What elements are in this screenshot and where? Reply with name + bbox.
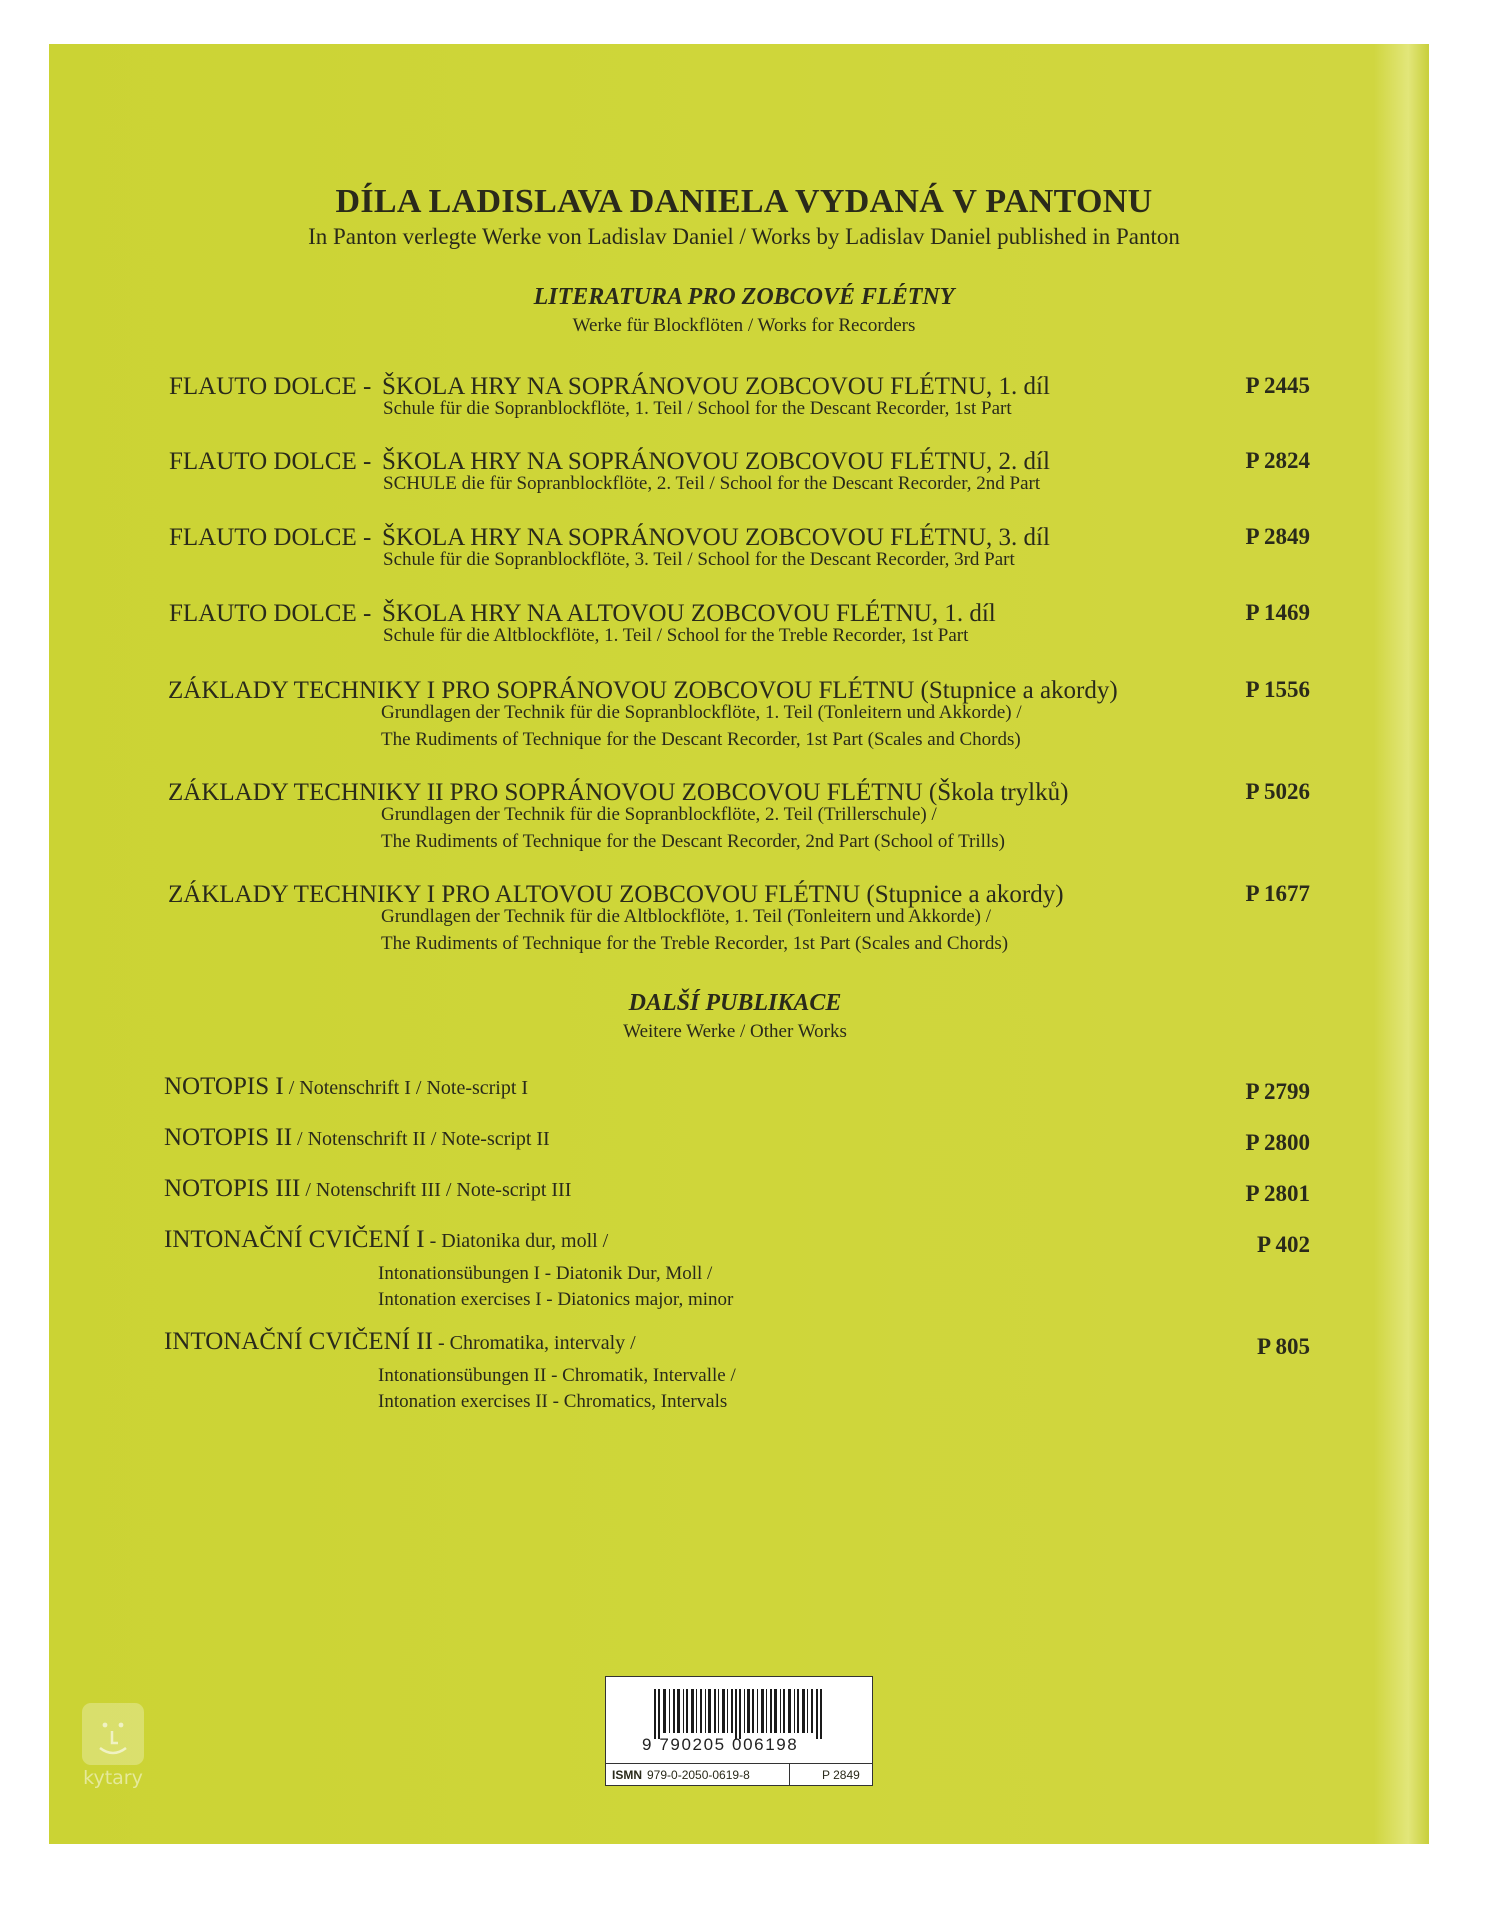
ismn-value: 979-0-2050-0619-8	[647, 1768, 750, 1782]
work-title: ZÁKLADY TECHNIKY I PRO ALTOVOU ZOBCOVOU FLÉTNU (Stupnice a akordy)	[168, 881, 1064, 908]
catalog-number: P 1469	[1245, 600, 1310, 625]
ismn-row	[606, 1763, 872, 1786]
work-title	[164, 1073, 528, 1101]
catalog-number: P 1556	[1245, 677, 1310, 702]
catalog-number: P 805	[1256, 1334, 1310, 1359]
work-title: ŠKOLA HRY NA SOPRÁNOVOU ZOBCOVOU FLÉTNU, 2. díl	[382, 448, 1050, 475]
watermark-text: kytary	[83, 1767, 143, 1789]
work-title	[164, 1124, 550, 1152]
barcode-catalog-code: P 2849	[822, 1768, 860, 1782]
work-title: ŠKOLA HRY NA ALTOVOU ZOBCOVOU FLÉTNU, 1. díl	[382, 600, 996, 627]
catalog-number: P 2799	[1245, 1079, 1310, 1104]
work-prefix: FLAUTO DOLCE -	[169, 448, 372, 475]
catalog-number: P 2800	[1245, 1130, 1310, 1155]
ismn-divider	[789, 1764, 790, 1786]
guitar-face-logo-icon	[82, 1703, 144, 1765]
page-title: DÍLA LADISLAVA DANIELA VYDANÁ V PANTONU	[335, 183, 1153, 220]
work-translation: Grundlagen der Technik für die Altblockflöte, 1. Teil (Tonleitern und Akkorde) /	[381, 906, 992, 927]
catalog-number: P 5026	[1245, 779, 1310, 804]
work-title-suffix: / Notenschrift II / Note-script II	[292, 1128, 550, 1150]
section-subtitle-recorders: Werke für Blockflöten / Works for Recorders	[572, 315, 916, 336]
work-translation: SCHULE die für Sopranblockflöte, 2. Teil / School for the Descant Recorder, 2nd Part	[383, 473, 1041, 494]
section-title-other: DALŠÍ PUBLIKACE	[628, 990, 842, 1016]
page-subtitle: In Panton verlegte Werke von Ladislav Daniel / Works by Ladislav Daniel published in Panton	[308, 224, 1180, 249]
work-translation: The Rudiments of Technique for the Descant Recorder, 1st Part (Scales and Chords)	[381, 729, 1021, 750]
ismn-label: ISMN	[612, 1768, 642, 1782]
catalog-number: P 2801	[1245, 1181, 1310, 1206]
work-translation: Intonation exercises I - Diatonics major, minor	[378, 1289, 734, 1310]
work-title: ZÁKLADY TECHNIKY I PRO SOPRÁNOVOU ZOBCOVOU FLÉTNU (Stupnice a akordy)	[168, 677, 1118, 704]
work-title: ŠKOLA HRY NA SOPRÁNOVOU ZOBCOVOU FLÉTNU, 3. díl	[382, 524, 1050, 551]
work-translation: Grundlagen der Technik für die Sopranblockflöte, 1. Teil (Tonleitern und Akkorde) /	[381, 702, 1022, 723]
work-translation: Intonationsübungen I - Diatonik Dur, Moll /	[378, 1263, 713, 1284]
barcode-number: 9 790205 006198	[642, 1735, 799, 1754]
ismn-text	[612, 1768, 750, 1782]
catalog-number: P 2849	[1245, 524, 1310, 549]
work-title-main: NOTOPIS I	[164, 1073, 284, 1100]
barcode-label	[605, 1676, 873, 1786]
work-title-suffix: / Notenschrift I / Note-script I	[283, 1077, 529, 1099]
work-prefix: FLAUTO DOLCE -	[169, 524, 372, 551]
work-prefix: FLAUTO DOLCE -	[169, 600, 372, 627]
catalog-number: P 1677	[1245, 881, 1310, 906]
work-title	[164, 1328, 636, 1356]
work-title-main: INTONAČNÍ CVIČENÍ II	[164, 1328, 433, 1355]
work-title	[164, 1175, 571, 1203]
work-title-suffix: - Chromatika, intervaly /	[432, 1332, 636, 1354]
work-title-suffix: - Diatonika dur, moll /	[424, 1230, 609, 1252]
work-translation: Intonation exercises II - Chromatics, Intervals	[378, 1391, 728, 1412]
section-title-recorders: LITERATURA PRO ZOBCOVÉ FLÉTNY	[533, 284, 955, 310]
work-title-main: INTONAČNÍ CVIČENÍ I	[164, 1226, 425, 1253]
work-translation: Schule für die Sopranblockflöte, 1. Teil / School for the Descant Recorder, 1st Part	[383, 398, 1012, 419]
catalog-number: P 2824	[1245, 448, 1310, 473]
work-title: ŠKOLA HRY NA SOPRÁNOVOU ZOBCOVOU FLÉTNU, 1. díl	[382, 373, 1050, 400]
work-translation: Schule für die Sopranblockflöte, 3. Teil / School for the Descant Recorder, 3rd Part	[383, 549, 1015, 570]
catalog-number: P 2445	[1245, 373, 1310, 398]
work-translation: Schule für die Altblockflöte, 1. Teil / School for the Treble Recorder, 1st Part	[383, 625, 969, 646]
catalog-number: P 402	[1256, 1232, 1310, 1257]
work-translation: The Rudiments of Technique for the Treble Recorder, 1st Part (Scales and Chords)	[381, 933, 1009, 954]
work-title-main: NOTOPIS III	[164, 1175, 301, 1202]
work-prefix: FLAUTO DOLCE -	[169, 373, 372, 400]
work-title	[164, 1226, 608, 1254]
kytary-watermark	[80, 1693, 146, 1789]
work-translation: Intonationsübungen II - Chromatik, Intervalle /	[378, 1365, 736, 1386]
work-title-main: NOTOPIS II	[164, 1124, 293, 1151]
work-translation: Grundlagen der Technik für die Sopranblockflöte, 2. Teil (Trillerschule) /	[381, 804, 937, 825]
work-title-suffix: / Notenschrift III / Note-script III	[300, 1179, 572, 1201]
section-subtitle-other: Weitere Werke / Other Works	[623, 1021, 847, 1042]
work-title: ZÁKLADY TECHNIKY II PRO SOPRÁNOVOU ZOBCOVOU FLÉTNU (Škola trylků)	[168, 779, 1069, 806]
work-translation: The Rudiments of Technique for the Descant Recorder, 2nd Part (School of Trills)	[381, 831, 1005, 852]
